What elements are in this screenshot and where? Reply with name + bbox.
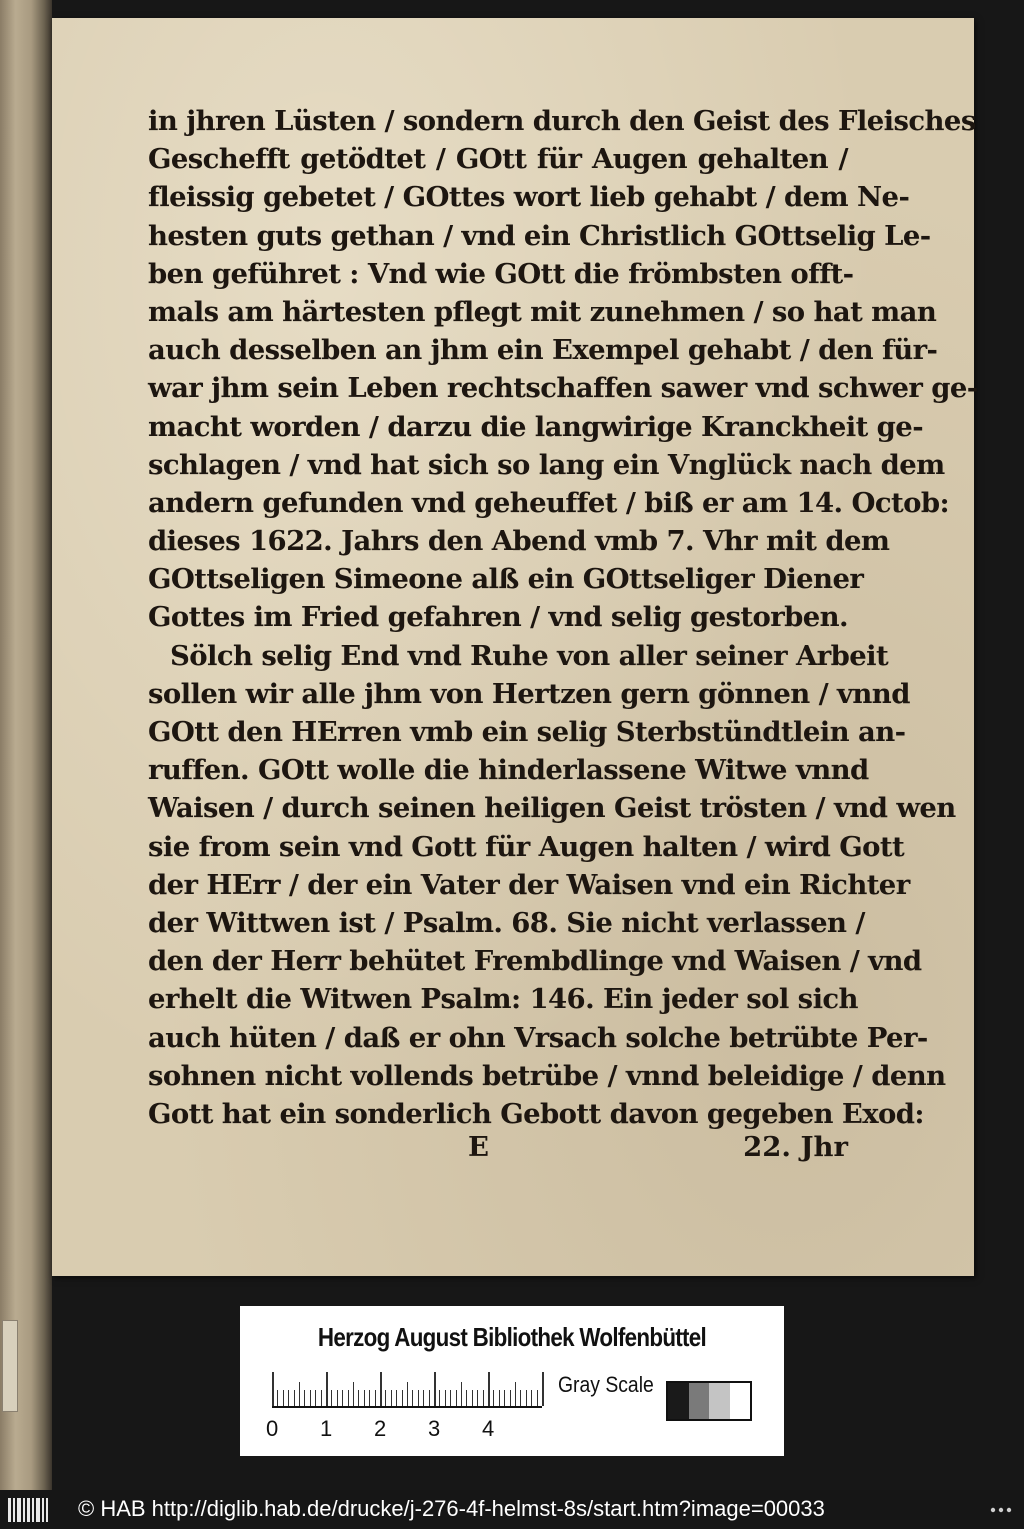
- ruler-tick: [396, 1390, 397, 1406]
- scale-number: 4: [482, 1416, 495, 1441]
- ruler-tick: [315, 1390, 316, 1406]
- gray-swatch: [709, 1383, 730, 1419]
- ruler-tick: [450, 1390, 451, 1406]
- text-line: macht worden / darzu die langwirige Kranckheit ge-: [148, 410, 924, 443]
- scale-number: 1: [320, 1416, 333, 1441]
- ruler-tick: [385, 1390, 386, 1406]
- source-url[interactable]: © HAB http://diglib.hab.de/drucke/j-276-4f-helmst-8s/start.htm?image=00033: [78, 1496, 825, 1521]
- ruler-tick: [434, 1372, 436, 1406]
- ruler-tick: [342, 1390, 343, 1406]
- text-line: andern gefunden vnd geheuffet / biß er am 14. Octob:: [148, 486, 949, 519]
- ruler-tick: [493, 1390, 494, 1406]
- gray-swatch: [689, 1383, 710, 1419]
- text-line: ruffen. GOtt wolle die hinderlassene Witwe vnnd: [148, 754, 869, 787]
- ruler-tick: [272, 1372, 274, 1406]
- ruler-tick: [364, 1390, 365, 1406]
- text-line: den der Herr behütet Frembdlinge vnd Waisen / vnd: [148, 945, 922, 978]
- ruler-tick: [299, 1382, 300, 1406]
- gray-swatch: [668, 1383, 689, 1419]
- ruler-tick: [515, 1382, 516, 1406]
- text-line: ben geführet : Vnd wie GOtt die frömbsten offt-: [148, 257, 854, 290]
- text-line: Gottes im Fried gefahren / vnd selig gestorben.: [148, 601, 848, 634]
- scale-number: 0: [266, 1416, 279, 1441]
- ruler-tick: [461, 1382, 462, 1406]
- text-line: der Wittwen ist / Psalm. 68. Sie nicht verlassen /: [148, 906, 865, 939]
- text-line: auch desselben an jhm ein Exempel gehabt / den für-: [148, 334, 938, 367]
- ruler-tick: [423, 1390, 424, 1406]
- text-line: GOttseligen Simeone alß ein GOttseliger Diener: [148, 563, 864, 596]
- ruler-tick: [418, 1390, 419, 1406]
- ruler-tick: [531, 1390, 532, 1406]
- ruler-tick: [499, 1390, 500, 1406]
- scale-ruler: [272, 1372, 542, 1408]
- ruler-tick: [477, 1390, 478, 1406]
- ruler-tick: [337, 1390, 338, 1406]
- document-page: [52, 18, 978, 1276]
- scale-numbers: [266, 1416, 566, 1440]
- ruler-tick: [520, 1390, 521, 1406]
- ruler-tick: [380, 1372, 382, 1406]
- ruler-tick: [288, 1390, 289, 1406]
- text-line: mals am härtesten pflegt mit zunehmen / so hat man: [148, 295, 937, 328]
- ruler-tick: [472, 1390, 473, 1406]
- ruler-tick: [537, 1390, 538, 1406]
- text-line: Sölch selig End vnd Ruhe von aller seiner Arbeit: [170, 639, 889, 672]
- text-line: Gott hat ein sonderlich Gebott davon gegeben Exod:: [148, 1097, 924, 1130]
- ruler-tick: [456, 1390, 457, 1406]
- ruler-tick: [504, 1390, 505, 1406]
- text-line: erhelt die Witwen Psalm: 146. Ein jeder sol sich: [148, 983, 858, 1016]
- catchword: 22. Jhr: [743, 1131, 848, 1163]
- ruler-tick: [369, 1390, 370, 1406]
- text-line: sohnen nicht vollends betrübe / vnnd beleidige / denn: [148, 1059, 946, 1092]
- ruler-tick: [542, 1372, 544, 1406]
- text-line: sie from sein vnd Gott für Augen halten / wird Gott: [148, 830, 905, 863]
- scale-number: 3: [428, 1416, 441, 1441]
- text-line: fleissig gebetet / GOttes wort lieb gehabt / dem Ne-: [148, 181, 910, 214]
- library-name: Herzog August Bibliothek Wolfenbüttel: [317, 1322, 707, 1352]
- ruler-tick: [439, 1390, 440, 1406]
- ruler-tick: [304, 1390, 305, 1406]
- ruler-tick: [526, 1390, 527, 1406]
- ruler-tick: [326, 1372, 328, 1406]
- ruler-tick: [412, 1390, 413, 1406]
- status-bar: [0, 1490, 1024, 1529]
- ruler-tick: [510, 1390, 511, 1406]
- ruler-tick: [358, 1390, 359, 1406]
- scale-number: 2: [374, 1416, 387, 1441]
- text-line: Geschefft getödtet / GOtt für Augen gehalten /: [148, 143, 848, 176]
- gray-swatch: [730, 1383, 751, 1419]
- barcode-icon: [8, 1498, 48, 1522]
- ruler-tick: [375, 1390, 376, 1406]
- ruler-tick: [277, 1390, 278, 1406]
- ruler-tick: [402, 1390, 403, 1406]
- ruler-tick: [429, 1390, 430, 1406]
- text-line: in jhren Lüsten / sondern durch den Geist des Fleisches: [148, 105, 976, 137]
- ruler-tick: [310, 1390, 311, 1406]
- ruler-tick: [331, 1390, 332, 1406]
- ruler-tick: [483, 1390, 484, 1406]
- gray-scale-swatches: [666, 1381, 752, 1421]
- ruler-tick: [353, 1382, 354, 1406]
- more-icon[interactable]: [990, 1506, 1012, 1514]
- page-text: [148, 102, 978, 1133]
- page-footer: [148, 1131, 848, 1171]
- ruler-tick: [391, 1390, 392, 1406]
- text-line: hesten guts gethan / vnd ein Christlich GOttselig Le-: [148, 219, 931, 252]
- text-line: war jhm sein Leben rechtschaffen sawer vnd schwer ge-: [148, 372, 978, 405]
- library-color-card: [240, 1306, 784, 1456]
- text-line: schlagen / vnd hat sich so lang ein Vnglück nach dem: [148, 448, 945, 481]
- ruler-tick: [488, 1372, 490, 1406]
- text-line: GOtt den HErren vmb ein selig Sterbstündtlein an-: [148, 716, 906, 748]
- ruler-tick: [466, 1390, 467, 1406]
- spine-label: [2, 1320, 18, 1412]
- text-line: der HErr / der ein Vater der Waisen vnd ein Richter: [148, 868, 910, 901]
- signature-mark: E: [468, 1131, 489, 1163]
- gray-scale-label: Gray Scale: [558, 1372, 654, 1397]
- text-line: sollen wir alle jhm von Hertzen gern gönnen / vnnd: [148, 677, 910, 710]
- book-edge: [0, 0, 52, 1490]
- ruler-tick: [407, 1382, 408, 1406]
- ruler-tick: [445, 1390, 446, 1406]
- text-line: auch hüten / daß er ohn Vrsach solche betrübte Per-: [148, 1021, 928, 1054]
- text-line: Waisen / durch seinen heiligen Geist trösten / vnd wen: [148, 792, 956, 825]
- ruler-tick: [321, 1390, 322, 1406]
- ruler-tick: [283, 1390, 284, 1406]
- ruler-tick: [348, 1390, 349, 1406]
- ruler-tick: [294, 1390, 295, 1406]
- text-line: dieses 1622. Jahrs den Abend vmb 7. Vhr mit dem: [148, 525, 890, 558]
